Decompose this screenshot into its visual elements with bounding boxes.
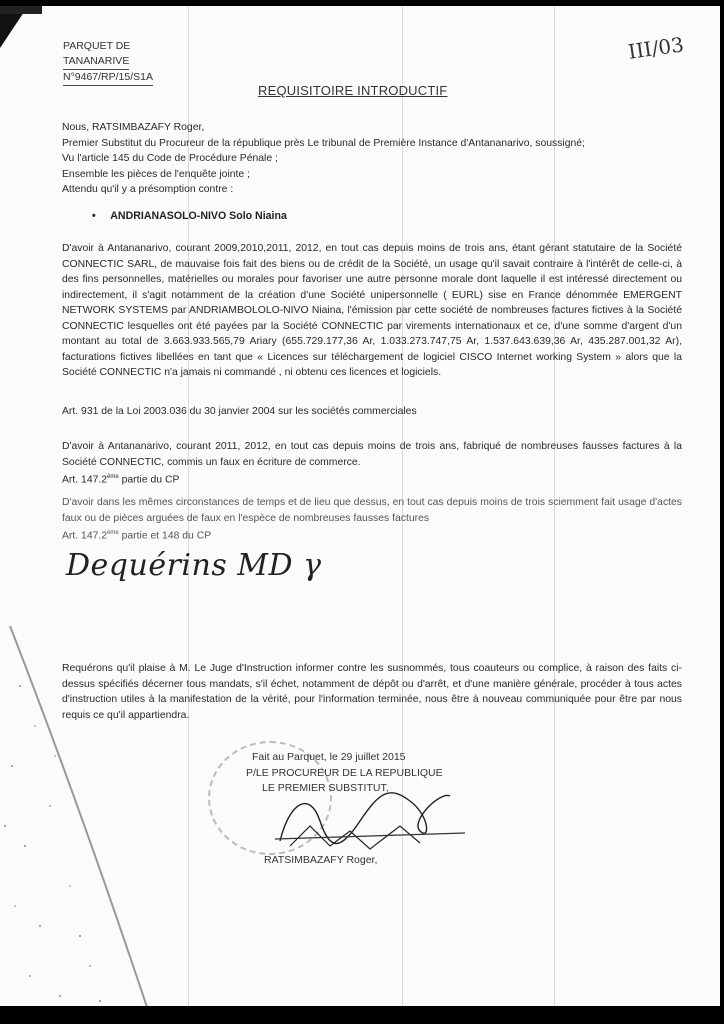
intro-line: Nous, RATSIMBAZAFY Roger, bbox=[62, 122, 205, 133]
signature-icon bbox=[270, 781, 470, 861]
handwritten-annotation: Dequérins MD γ bbox=[66, 548, 322, 583]
charge-text: D'avoir à Antananarivo, courant 2009,2010,2011, 2012, en tout cas depuis moins de trois ans, étant gérant statutaire de la Société CONNECTIC SARL, de mauvaise fois fait des biens ou de crédit de la Société, un usage qu'il savait contraire à l'intérêt de celle-ci, à des fins personnelles, matérielles ou morales pour favoriser une autre personne morale dont laquelle il est intéressé directement ou indirectement, il s'agit notamment de la création d'une Société unipersonnelle ( EURL) sise en France dénommée EMERGENT NETWORK SYSTEMS par ANDRIAMBOLOLO-NIVO Niaina, l'émission par cette société de nombreuses factures fictives à la Société CONNECTIC lesquelles ont été payées par la Société CONNECTIC par virements internationaux et ce, d'une somme d'argent d'un montant au total de 3.663.933.565,79 Ariary (655.729.177,36 Ar, 1.033.273.747,75 Ar, 1.537.643.639,36 Ar, 435.287.001,32 Ar), facturations fictives libellées en tant que « Licences sur téléchargement de logiciel CISCO Internet working System » alors que la Société CONNECTIC n'a jamais ni commandé , ni obtenu ces licences et logiciels. bbox=[62, 243, 682, 378]
office-header bbox=[63, 39, 153, 86]
place-date: Fait au Parquet, le 29 juillet 2015 bbox=[252, 751, 406, 763]
folio-handwritten: III/03 bbox=[626, 32, 686, 64]
accused-item bbox=[92, 210, 287, 222]
reference-number: N°9467/RP/15/S1A bbox=[63, 70, 153, 86]
charge-3 bbox=[62, 495, 682, 544]
charge-article: Art. 147.2ème partie et 148 du CP bbox=[62, 530, 212, 542]
document-page bbox=[0, 6, 720, 1006]
header-line-2: TANANARIVE bbox=[63, 54, 129, 70]
document-title: REQUISITOIRE INTRODUCTIF bbox=[258, 83, 448, 98]
intro-line: Premier Substitut du Procureur de la république près Le tribunal de Première Instance d'Antananarivo, soussigné; bbox=[62, 137, 585, 149]
charge-2 bbox=[62, 439, 682, 488]
charge-1-article: Art. 931 de la Loi 2003.036 du 30 janvier 2004 sur les sociétés commerciales bbox=[62, 406, 417, 417]
role-substitut: LE PREMIER SUBSTITUT, bbox=[262, 782, 389, 794]
intro-line: Attendu qu'il y a présomption contre : bbox=[62, 184, 234, 195]
scan-edge-mark bbox=[0, 6, 42, 14]
role-procureur: P/LE PROCUREUR DE LA REPUBLIQUE bbox=[246, 766, 443, 779]
intro-block bbox=[62, 120, 682, 198]
accused-name: ANDRIANASOLO-NIVO Solo Niaina bbox=[110, 210, 287, 222]
charge-article: Art. 147.2ème partie du CP bbox=[62, 474, 180, 486]
intro-line: Vu l'article 145 du Code de Procédure Pénale ; bbox=[62, 153, 278, 164]
requisition-paragraph: Requérons qu'il plaise à M. Le Juge d'Instruction informer contre les susnommés, tous coauteurs ou complice, à raison des faits ci-dessus spécifiés décerner tous mandats, s'il échet, notamment de dépôt ou d'arrêt, et d'une manière générale, procéder à tous actes d'instruction utiles à la manifestation de la vérité, pour l'information terminée, nous être à nouveau communiquée pour être par nous requis ce qu'il appartiendra. bbox=[62, 663, 682, 721]
intro-line: Ensemble les pièces de l'enquête jointe ; bbox=[62, 168, 250, 180]
header-line-1: PARQUET DE bbox=[63, 40, 131, 52]
charge-text: D'avoir dans les mêmes circonstances de temps et de lieu que dessus, en tout cas depuis moins de trois sciemment fait usage d'actes faux ou de pièces arguées de faux en l'espèce de nombreuses fausses factures bbox=[62, 497, 682, 524]
charge-text: D'avoir à Antananarivo, courant 2011, 2012, en tout cas depuis moins de trois ans, fabriqué de nombreuses fausses factures à la Société CONNECTIC, commis un faux en écriture de commerce. bbox=[62, 441, 682, 468]
signer-name: RATSIMBAZAFY Roger, bbox=[264, 854, 378, 866]
scan-speckle-area bbox=[0, 606, 220, 1006]
bullet-icon: • bbox=[92, 210, 96, 222]
charge-1 bbox=[62, 241, 682, 381]
